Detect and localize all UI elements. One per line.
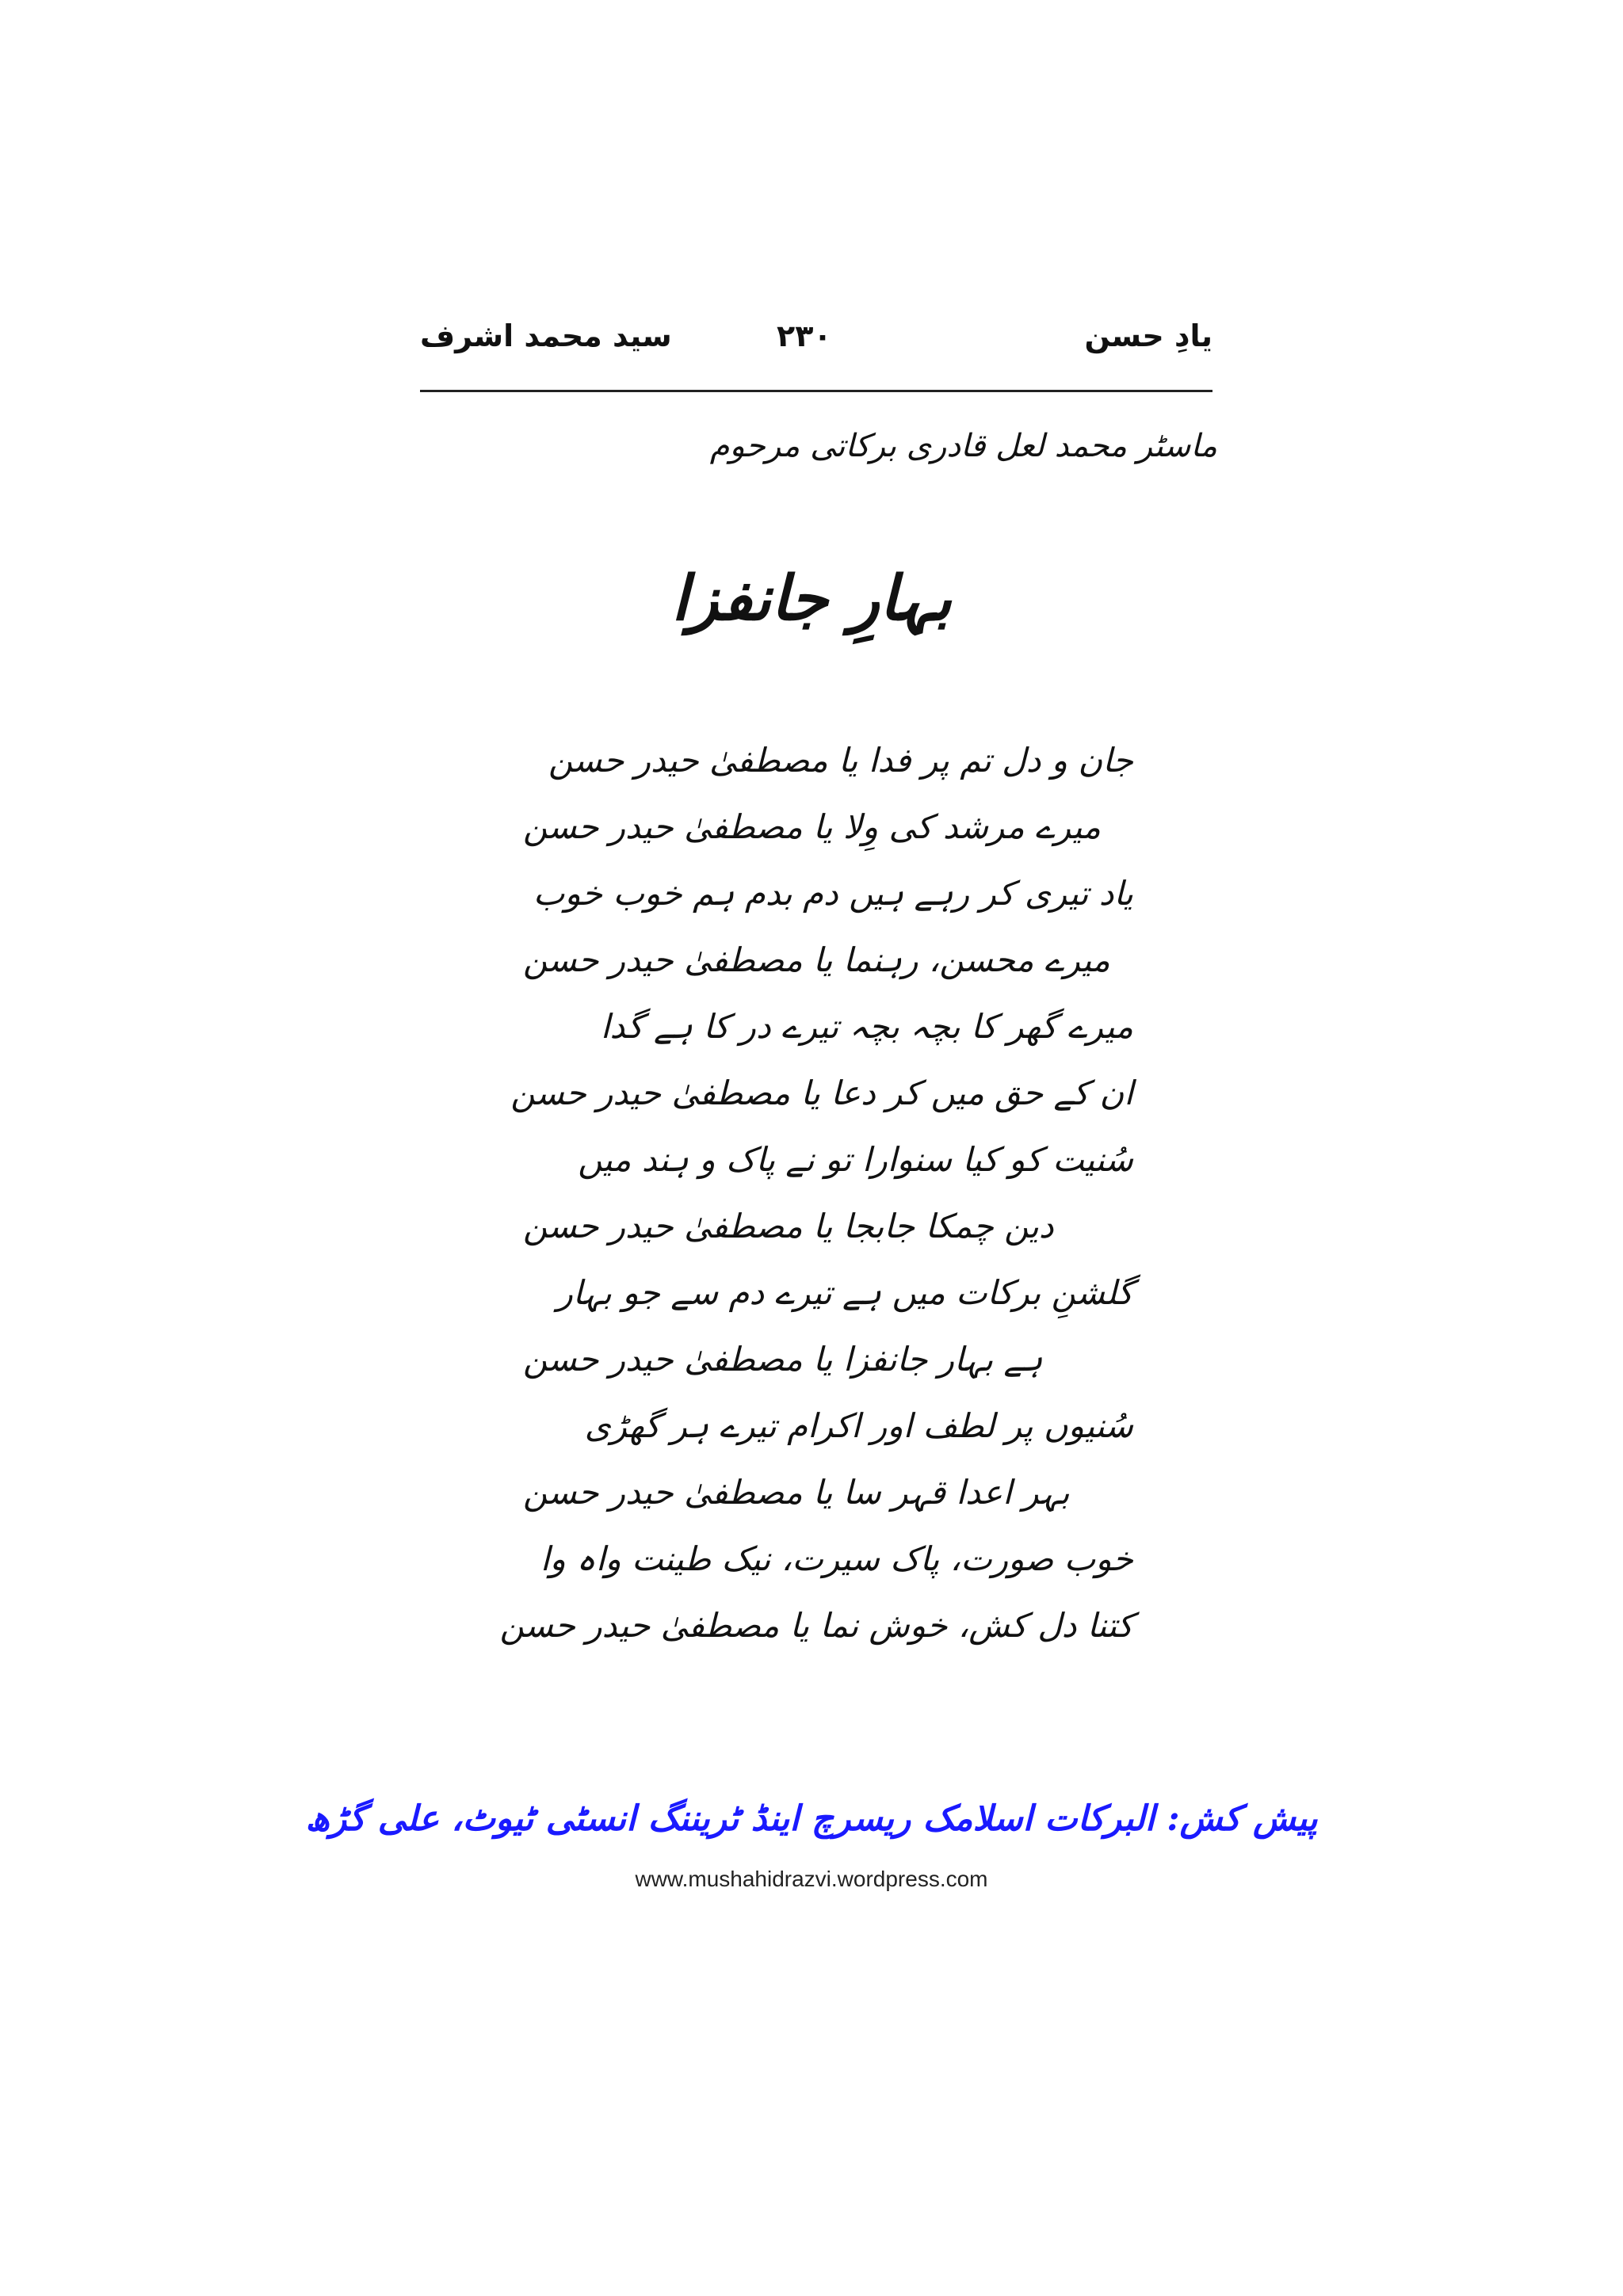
- author-name: سید محمد اشرف: [420, 318, 672, 353]
- verse-line: ہے بہار جانفزا یا مصطفیٰ حیدر حسن: [523, 1340, 1043, 1379]
- page-number: ۲۳۰: [777, 318, 832, 353]
- verse-line: سُنیت کو کیا سنوارا تو نے پاک و ہند میں: [578, 1140, 1133, 1179]
- verse-line: کتنا دل کش، خوش نما یا مصطفیٰ حیدر حسن: [499, 1606, 1133, 1645]
- verse-line: میرے مرشد کی وِلا یا مصطفیٰ حیدر حسن: [523, 807, 1102, 846]
- verse-line: یاد تیری کر رہے ہیں دم بدم ہم خوب خوب: [533, 874, 1133, 913]
- verse-line: بہر اعدا قہر سا یا مصطفیٰ حیدر حسن: [523, 1473, 1070, 1512]
- verse-line: جان و دل تم پر فدا یا مصطفیٰ حیدر حسن: [548, 741, 1133, 780]
- verse-line: دین چمکا جابجا یا مصطفیٰ حیدر حسن: [523, 1207, 1054, 1245]
- running-header: [420, 318, 1212, 382]
- book-title: یادِ حسن: [1084, 318, 1212, 353]
- verse-line: گلشنِ برکات میں ہے تیرے دم سے جو بہار: [556, 1273, 1133, 1312]
- poem-verses: [475, 727, 1133, 1659]
- verse-line: ان کے حق میں کر دعا یا مصطفیٰ حیدر حسن: [510, 1074, 1133, 1112]
- website-link[interactable]: www.mushahidrazvi.wordpress.com: [635, 1867, 988, 1891]
- verse-line: خوب صورت، پاک سیرت، نیک طینت واہ وا: [540, 1539, 1133, 1578]
- poem-title: بہارِ جانفزا: [671, 563, 952, 635]
- header-rule: [420, 390, 1212, 392]
- verse-line: سُنیوں پر لطف اور اکرام تیرے ہر گھڑی: [584, 1406, 1133, 1445]
- poet-name: ماسٹر محمد لعل قادری برکاتی مرحوم: [709, 428, 1217, 464]
- verse-line: میرے گھر کا بچہ بچہ تیرے در کا ہے گدا: [600, 1007, 1133, 1046]
- verse-line: میرے محسن، رہنما یا مصطفیٰ حیدر حسن: [523, 940, 1110, 979]
- publisher-credit: پیش کش: البرکات اسلامک ریسرچ اینڈ ٹریننگ انسٹی ٹیوٹ، علی گڑھ: [305, 1798, 1318, 1839]
